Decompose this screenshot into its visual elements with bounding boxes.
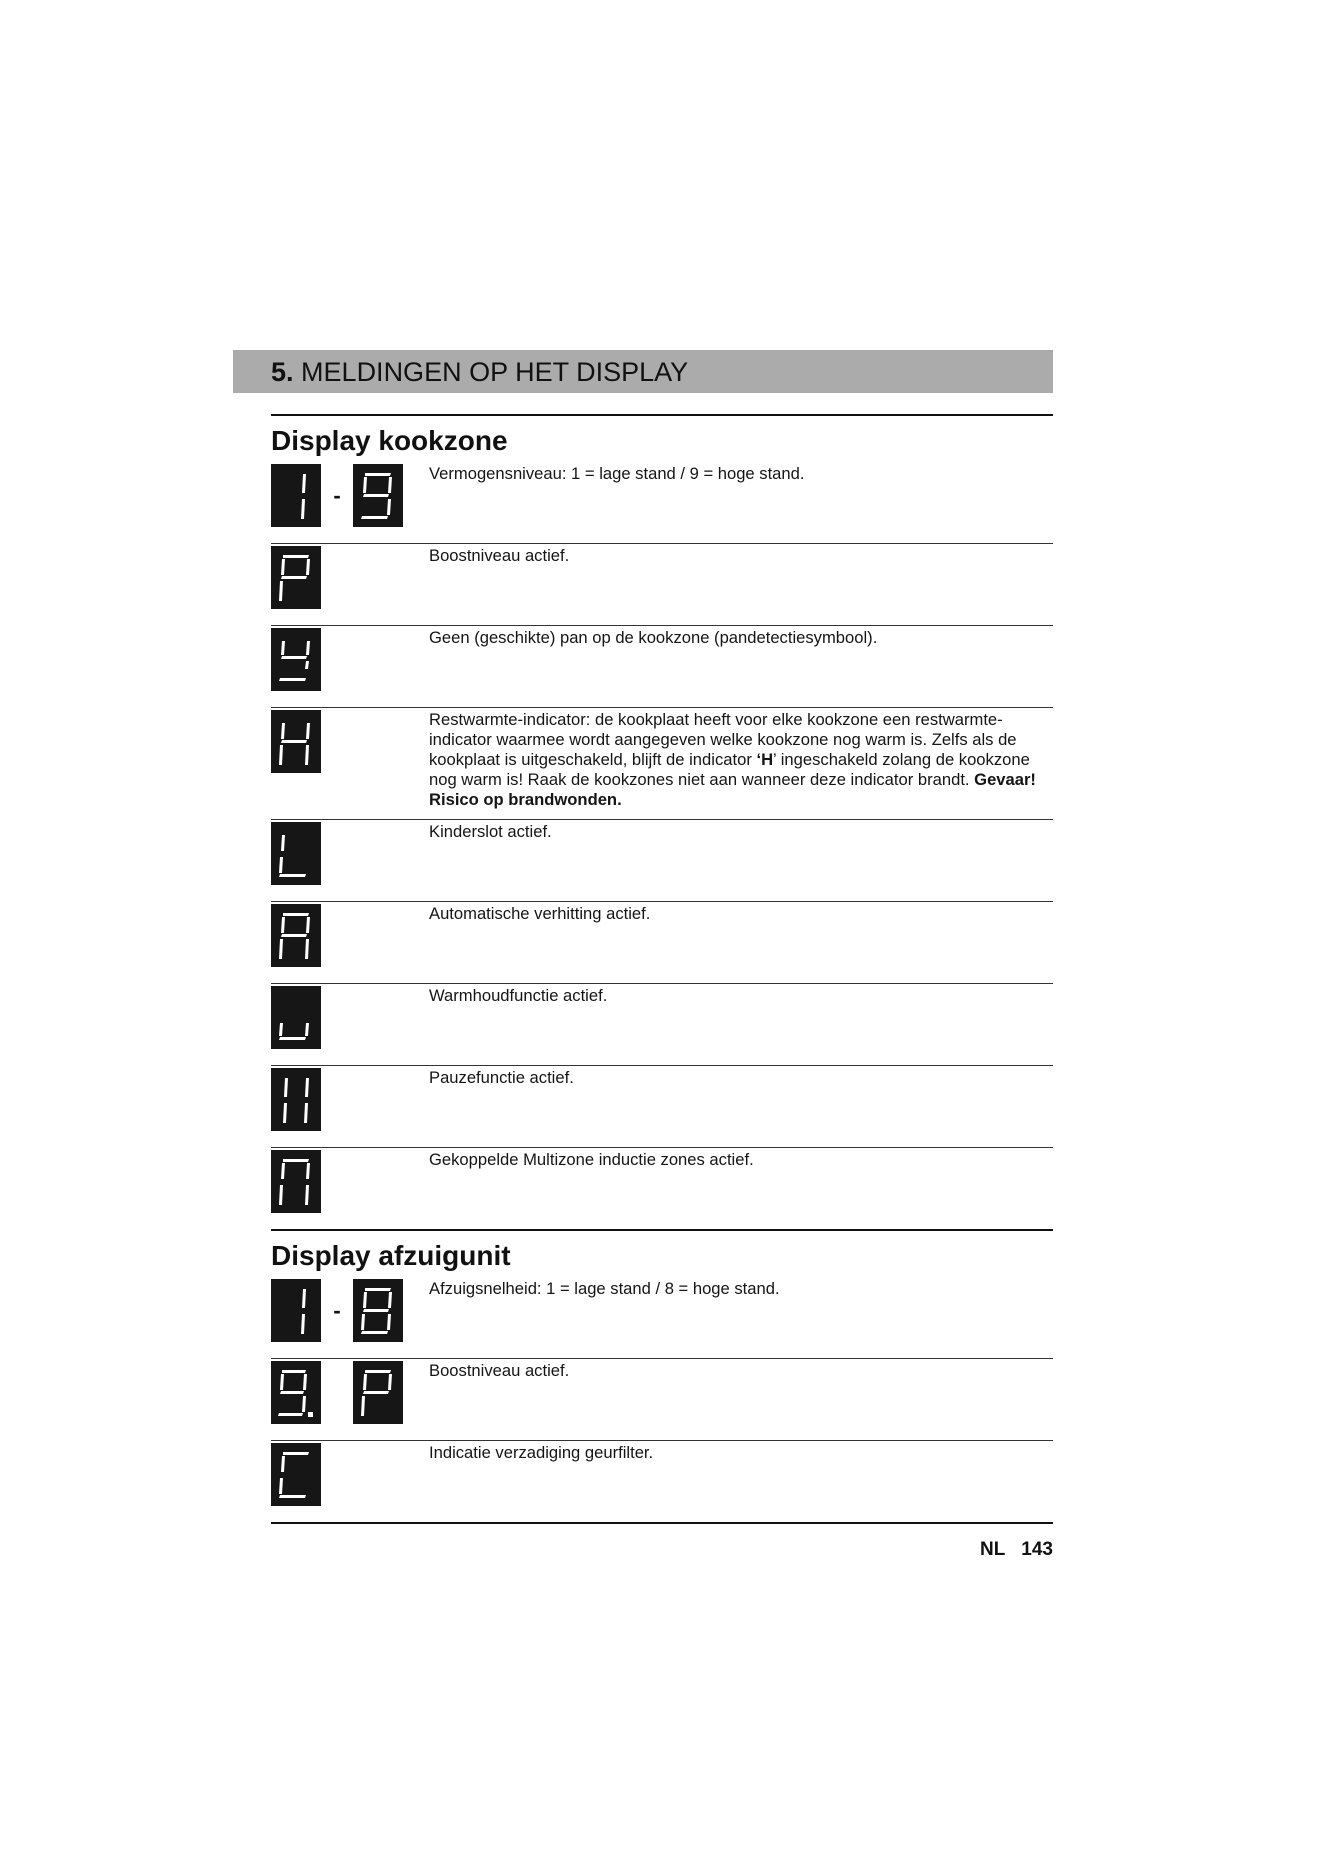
seven-segment-l-icon (271, 822, 321, 885)
row-description: Warmhoudfunctie actief. (429, 986, 608, 1005)
table-row (271, 708, 1053, 820)
range-dash: - (333, 1298, 341, 1323)
seven-segment-9-dot-icon (271, 1361, 321, 1424)
chapter-title: MELDINGEN OP HET DISPLAY (301, 357, 689, 387)
seven-segment-h-icon (271, 710, 321, 773)
seven-segment-a-icon (271, 904, 321, 967)
row-description: Restwarmte-indicator: de kookplaat heeft voor elke kookzone een restwarmte-indicator waarmee wordt aangegeven welke kookzone nog warm is. Zelfs als de kookplaat is uitgeschakeld, blijft de indicator ‘H’ ingeschakeld zolang de kookzone nog warm is! Raak de kookzones niet aan wanneer deze indicator brandt. Gevaar! Risico op brandwonden. (429, 710, 1036, 809)
row-description: Boostniveau actief. (429, 1361, 570, 1380)
seven-segment-u-icon (271, 986, 321, 1049)
language-code: NL (979, 1539, 1006, 1560)
table-row (271, 544, 1053, 626)
chapter-title-band (233, 350, 1053, 393)
seven-segment-p-icon (271, 546, 321, 609)
seven-segment-digit-1-icon (271, 1279, 321, 1342)
table-row (271, 1148, 1053, 1231)
seven-segment-digit-8-icon (353, 1279, 403, 1342)
table-row (271, 1359, 1053, 1441)
seven-segment-c-icon (271, 1443, 321, 1506)
pause-icon (271, 1068, 321, 1131)
table-row (271, 820, 1053, 902)
row-description: Indicatie verzadiging geurfilter. (429, 1443, 654, 1462)
section-title-hob: Display kookzone (271, 425, 508, 456)
seven-segment-digit-1-icon (271, 464, 321, 527)
row-description: Automatische verhitting actief. (429, 904, 651, 923)
range-dash: - (333, 483, 341, 508)
table-row (271, 1277, 1053, 1359)
row-description: Pauzefunctie actief. (429, 1068, 574, 1087)
row-description: Geen (geschikte) pan op de kookzone (pandetectiesymbool). (429, 628, 878, 647)
page-footer (900, 1539, 1053, 1561)
row-description: Gekoppelde Multizone inductie zones actief. (429, 1150, 754, 1169)
table-row (271, 626, 1053, 708)
chapter-number: 5. (271, 357, 294, 387)
table-row (271, 984, 1053, 1066)
row-description: Vermogensniveau: 1 = lage stand / 9 = hoge stand. (429, 464, 805, 483)
row-description: Afzuigsnelheid: 1 = lage stand / 8 = hoge stand. (429, 1279, 780, 1298)
row-description: Kinderslot actief. (429, 822, 552, 841)
burn-warning: Gevaar! Risico op brandwonden. (429, 770, 1036, 809)
multizone-icon (271, 1150, 321, 1213)
pan-detection-icon (271, 628, 321, 691)
seven-segment-p-icon (353, 1361, 403, 1424)
table-row (271, 1066, 1053, 1148)
table-row (271, 902, 1053, 984)
table-row (271, 1441, 1053, 1524)
row-description: Boostniveau actief. (429, 546, 570, 565)
seven-segment-digit-9-icon (353, 464, 403, 527)
section-title-hood: Display afzuigunit (271, 1240, 511, 1271)
table-row (271, 462, 1053, 544)
page-number: 143 (1021, 1539, 1053, 1560)
display-messages-content (271, 414, 1053, 1524)
